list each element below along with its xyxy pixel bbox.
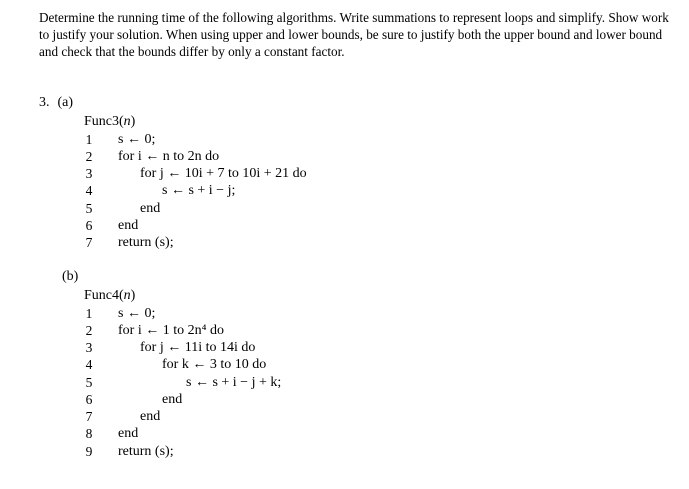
code-line: return (s); bbox=[118, 235, 174, 250]
line-number: 8 bbox=[85, 426, 93, 441]
code-line: s ← s + i − j + k; bbox=[186, 375, 282, 390]
code-line: end bbox=[140, 409, 161, 424]
code-line: end bbox=[118, 218, 139, 233]
func3-param: n bbox=[123, 114, 131, 129]
part-a-label: (a) bbox=[57, 95, 74, 110]
line-number: 3 bbox=[85, 166, 93, 181]
line-number: 4 bbox=[85, 183, 93, 198]
code-line: for i ← n to 2n do bbox=[118, 149, 220, 164]
func4-name: Func4( bbox=[84, 288, 124, 303]
code-line: end bbox=[162, 392, 183, 407]
part-b-label: (b) bbox=[62, 269, 79, 284]
line-number: 5 bbox=[85, 201, 93, 216]
line-number: 5 bbox=[85, 375, 93, 390]
line-number: 9 bbox=[85, 444, 93, 459]
code-line: s ← 0; bbox=[118, 132, 156, 147]
code-line: for j ← 11i to 14i do bbox=[140, 340, 256, 355]
func3-close: ) bbox=[130, 114, 136, 129]
line-number: 3 bbox=[85, 340, 93, 355]
code-line: s ← 0; bbox=[118, 306, 156, 321]
line-number: 2 bbox=[85, 323, 93, 338]
code-line: for i ← 1 to 2n⁴ do bbox=[118, 323, 224, 338]
problem-instructions: Determine the running time of the following algorithms. Write summations to represent loops and simplify. Show work to justify your solution. When using upper and lower bounds, be sure to justify both the upper bound and lower bound and check that the bounds differ by only a constant factor. bbox=[39, 10, 669, 59]
line-number: 2 bbox=[85, 149, 93, 164]
code-line: s ← s + i − j; bbox=[162, 183, 236, 198]
line-number: 7 bbox=[85, 409, 93, 424]
code-line: for j ← 10i + 7 to 10i + 21 do bbox=[140, 166, 307, 181]
func3-name: Func3( bbox=[84, 114, 124, 129]
code-line: end bbox=[118, 426, 139, 441]
line-number: 1 bbox=[85, 306, 93, 321]
code-line: end bbox=[140, 201, 161, 216]
func4-signature bbox=[84, 287, 135, 304]
question-number-label: 3. bbox=[39, 95, 50, 110]
line-number: 1 bbox=[85, 132, 93, 147]
func4-close: ) bbox=[130, 288, 136, 303]
func3-signature bbox=[84, 113, 135, 130]
code-line: for k ← 3 to 10 do bbox=[162, 357, 267, 372]
line-number: 6 bbox=[85, 218, 93, 233]
question-number bbox=[39, 94, 73, 111]
line-number: 7 bbox=[85, 235, 93, 250]
code-line: return (s); bbox=[118, 444, 174, 459]
line-number: 6 bbox=[85, 392, 93, 407]
line-number: 4 bbox=[85, 357, 93, 372]
func4-param: n bbox=[123, 288, 131, 303]
